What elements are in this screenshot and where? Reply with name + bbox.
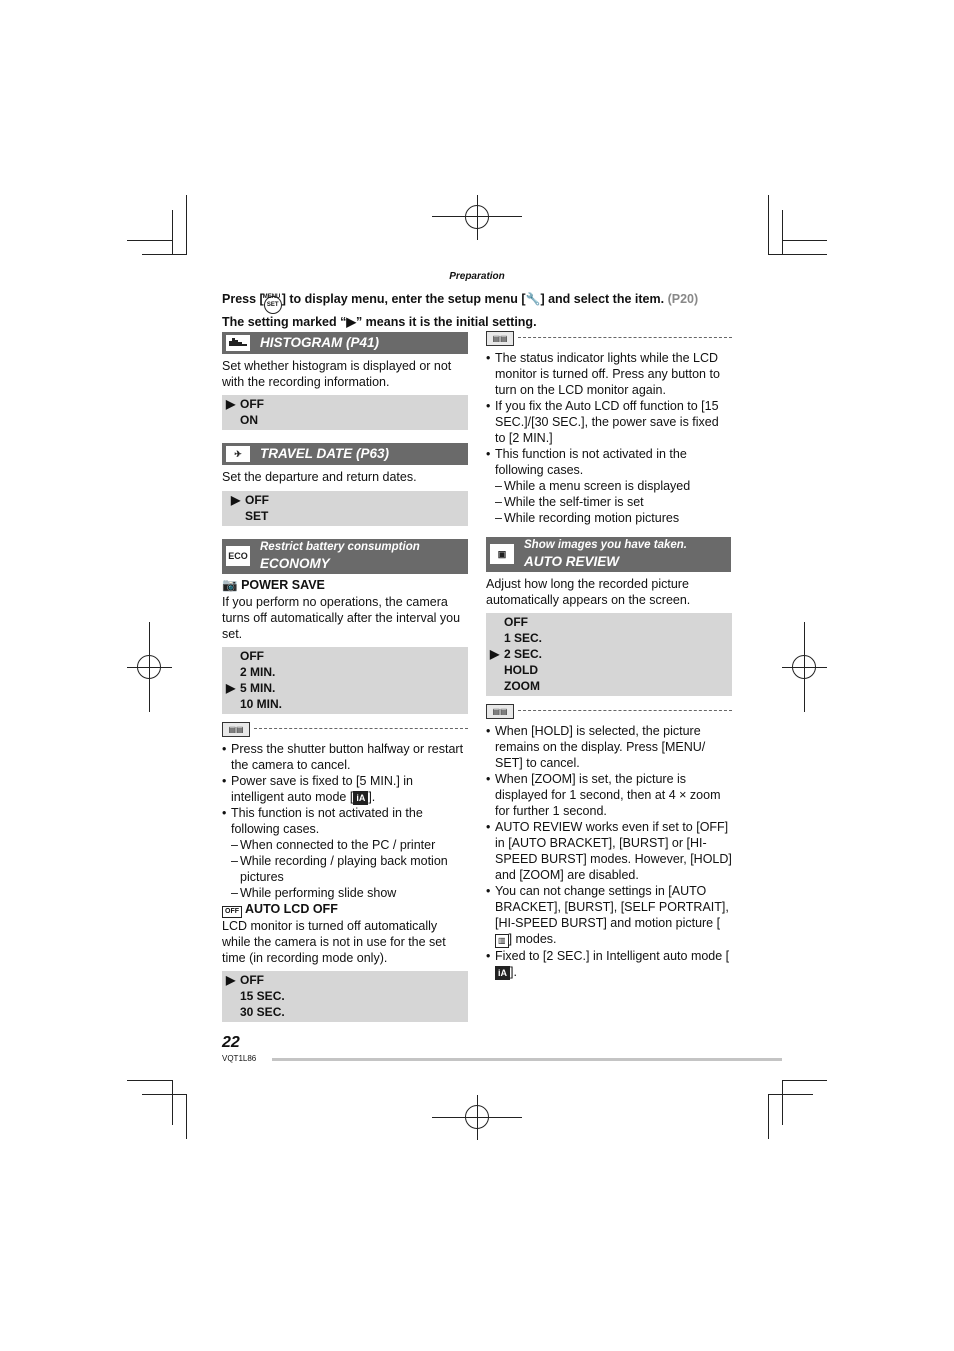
note-item: • The status indicator lights while the LCD monitor is turned off. Press any button to turn on the LCD monitor again. — [486, 350, 732, 398]
lcd-off-icon: OFF — [222, 906, 242, 918]
suitcase-icon: ✈ — [226, 446, 250, 462]
histogram-options — [222, 395, 468, 430]
note-subitem: – While a menu screen is displayed — [486, 478, 732, 494]
option-on[interactable]: ON — [240, 413, 258, 427]
review-image-icon: ▣ — [490, 544, 514, 564]
travel-date-description: Set the departure and return dates. — [222, 470, 417, 484]
intelligent-auto-icon: iA — [353, 791, 368, 805]
note-item: • When [HOLD] is selected, the picture remains on the display. Press [MENU/ SET] to cancel. — [486, 723, 732, 771]
power-save-options — [222, 647, 468, 714]
option-30-sec[interactable]: 30 SEC. — [240, 1005, 285, 1019]
auto-review-notes — [486, 723, 732, 980]
note-item: • Fixed to [2 SEC.] in Intelligent auto mode [iA ]. — [486, 948, 732, 980]
auto-review-title: AUTO REVIEW — [524, 554, 620, 569]
histogram-icon — [226, 335, 250, 351]
document-code: VQT1L86 — [222, 1054, 257, 1063]
option-2-min[interactable]: 2 MIN. — [240, 665, 276, 679]
auto-lcd-off-options — [222, 971, 468, 1022]
travel-date-section-header — [222, 443, 468, 465]
footer-rule — [272, 1058, 782, 1061]
motion-picture-icon: ▥ — [495, 934, 509, 948]
note-icon: ▤▤ — [222, 722, 250, 737]
economy-subtitle: Restrict battery consumption — [260, 541, 420, 553]
note-item: • You can not change settings in [AUTO BRACKET], [BURST], [SELF PORTRAIT], [HI-SPEED BURST] and motion picture [▥ ] modes. — [486, 883, 732, 948]
intro-text — [222, 291, 742, 330]
page-number: 22 — [222, 1034, 240, 1051]
note-subitem: – While the self-timer is set — [486, 494, 732, 510]
option-off[interactable]: ▶ OFF — [226, 397, 264, 411]
option-2-sec[interactable]: ▶ 2 SEC. — [490, 647, 543, 661]
auto-review-options — [486, 613, 732, 696]
dashed-divider — [518, 710, 732, 711]
auto-lcd-off-heading: OFF AUTO LCD OFF — [222, 902, 338, 918]
note-bar — [222, 722, 468, 736]
histogram-section-header — [222, 332, 468, 354]
histogram-description: Set whether histogram is displayed or not with the recording information. — [222, 359, 452, 389]
histogram-title: HISTOGRAM (P41) — [260, 335, 380, 350]
note-bar — [486, 704, 732, 718]
option-zoom[interactable]: ZOOM — [504, 679, 540, 693]
option-set[interactable]: SET — [245, 509, 269, 523]
lcd-off-notes — [486, 350, 732, 526]
economy-title: ECONOMY — [260, 556, 330, 571]
option-off[interactable]: OFF — [504, 615, 528, 629]
note-item: • Power save is fixed to [5 MIN.] in intelligent auto mode [ iA ]. — [222, 773, 468, 805]
note-item: • This function is not activated in the following cases. — [222, 805, 468, 837]
note-item: • Press the shutter button halfway or restart the camera to cancel. — [222, 741, 468, 773]
option-off[interactable]: OFF — [240, 649, 264, 663]
power-save-description: If you perform no operations, the camera turns off automatically after the interval you set. — [222, 595, 461, 641]
option-hold[interactable]: HOLD — [504, 663, 538, 677]
option-off[interactable]: ▶ OFF — [231, 493, 269, 507]
dashed-divider — [254, 728, 468, 729]
auto-lcd-off-description: LCD monitor is turned off automatically while the camera is not in use for the set time (in recording mode only). — [222, 919, 446, 965]
note-subitem: – While recording motion pictures — [486, 510, 732, 526]
eco-icon: ECO — [226, 546, 250, 566]
option-off[interactable]: ▶ OFF — [226, 973, 264, 987]
economy-section-header — [222, 539, 468, 574]
note-item: • When [ZOOM] is set, the picture is displayed for 1 second, then at 4 × zoom for further 1 second. — [486, 771, 732, 819]
note-item: • This function is not activated in the following cases. — [486, 446, 732, 478]
note-bar — [486, 331, 732, 345]
note-item: • If you fix the Auto LCD off function to [15 SEC.]/[30 SEC.], the power save is fixed to [2 MIN.] — [486, 398, 732, 446]
auto-review-section-header — [486, 537, 731, 572]
option-1-sec[interactable]: 1 SEC. — [504, 631, 543, 645]
note-subitem: – While recording / playing back motion pictures — [222, 853, 468, 885]
power-save-notes — [222, 741, 468, 901]
note-icon: ▤▤ — [486, 704, 514, 719]
note-icon: ▤▤ — [486, 331, 514, 346]
note-subitem: – While performing slide show — [222, 885, 468, 901]
page-reference: (P20) — [667, 292, 699, 306]
wrench-icon: 🔧 — [525, 292, 541, 306]
option-10-min[interactable]: 10 MIN. — [240, 697, 283, 711]
intelligent-auto-icon: iA — [495, 966, 510, 980]
travel-date-options — [222, 491, 468, 526]
intro-line-2: The setting marked “▶” means it is the initial setting. — [222, 315, 537, 329]
camera-icon: 📷 — [222, 578, 238, 592]
auto-review-subtitle: Show images you have taken. — [524, 539, 687, 551]
intro-line-1: Press [ MENU SET ] to display menu, enter the setup menu [🔧] and select the item. (P20) — [222, 291, 742, 314]
auto-review-description: Adjust how long the recorded picture automatically appears on the screen. — [486, 577, 691, 607]
travel-date-title: TRAVEL DATE (P63) — [260, 446, 390, 461]
note-item: • AUTO REVIEW works even if set to [OFF] in [AUTO BRACKET], [BURST] or [HI-SPEED BURST] modes. However, [HOLD] and [ZOOM] are disabled. — [486, 819, 732, 883]
option-5-min[interactable]: ▶ 5 MIN. — [226, 681, 276, 695]
dashed-divider — [518, 337, 732, 338]
menu-set-button-icon: MENU SET — [264, 296, 282, 314]
section-header: Preparation — [449, 271, 505, 282]
note-subitem: – When connected to the PC / printer — [222, 837, 468, 853]
power-save-heading: 📷 POWER SAVE — [222, 578, 325, 592]
option-15-sec[interactable]: 15 SEC. — [240, 989, 285, 1003]
